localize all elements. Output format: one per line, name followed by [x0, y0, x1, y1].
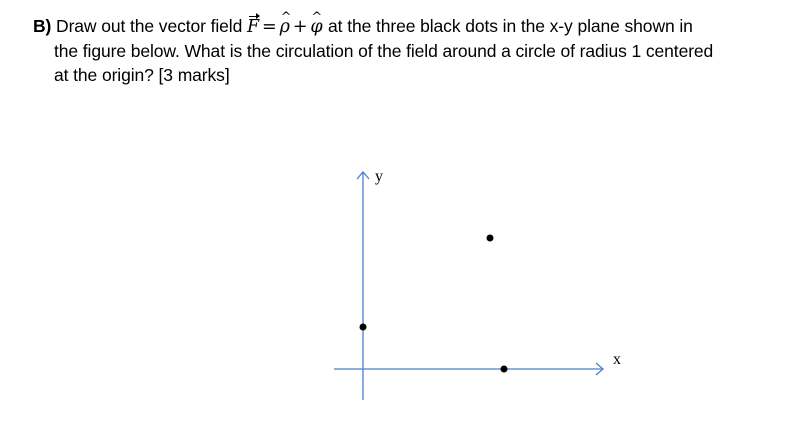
question-line-3: at the origin? [3 marks]	[54, 65, 230, 85]
equals-sign: =	[262, 17, 277, 37]
plus-sign: +	[292, 17, 308, 37]
y-axis-label: y	[375, 168, 383, 185]
dot-on-y-axis	[360, 324, 367, 331]
question-line-2: the figure below. What is the circulation of the field around a circle of radius 1 centered	[54, 41, 714, 61]
question-label: B)	[33, 16, 52, 36]
question-text-part-2: at the three black dots in the x-y plane shown in	[328, 16, 693, 36]
x-axis-label: x	[613, 351, 621, 368]
dot-upper-right	[487, 235, 494, 242]
field-symbol: F	[247, 17, 260, 37]
question-text-part-1: Draw out the vector field	[56, 16, 243, 36]
phi-hat-symbol: φ ^	[310, 15, 322, 39]
dot-on-x-axis	[501, 366, 508, 373]
rho-hat-symbol: ρ ^	[280, 15, 290, 39]
